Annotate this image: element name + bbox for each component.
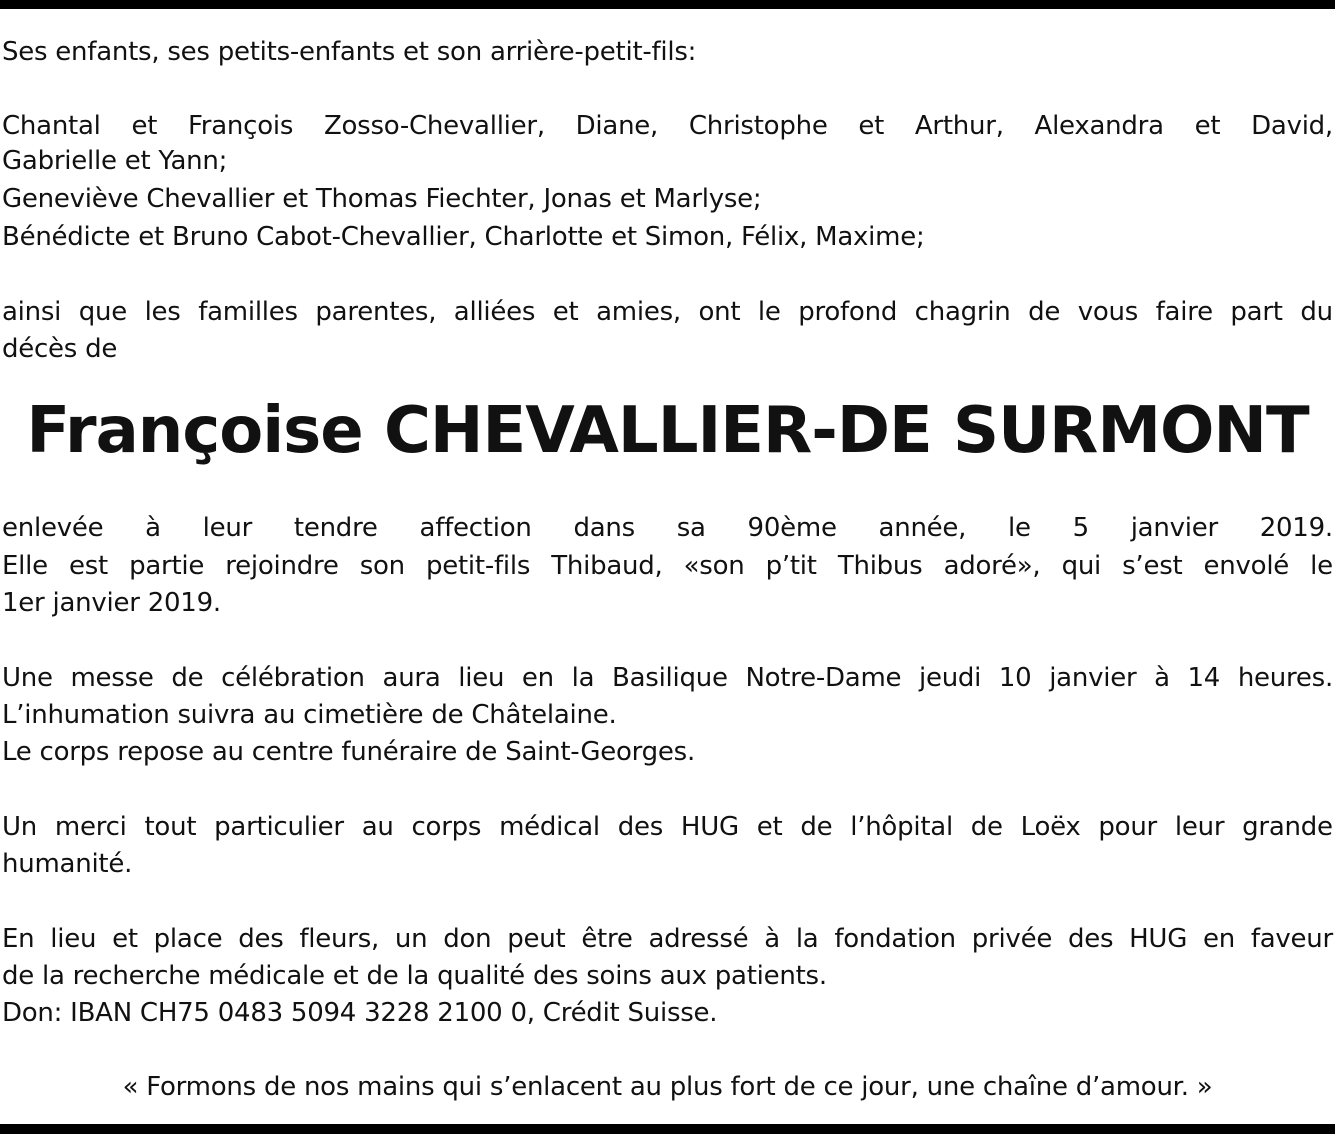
- passing-line: enlevée à leur tendre affection dans sa 90ème année, le 5 janvier 2019.: [2, 513, 1333, 543]
- passing-line: 1er janvier 2019.: [2, 588, 221, 618]
- thanks-line: Un merci tout particulier au corps médical des HUG et de l’hôpital de Loëx pour leur grande: [2, 812, 1333, 842]
- ceremony-line: Le corps repose au centre funéraire de Saint-Georges.: [2, 737, 695, 767]
- ceremony-line: L’inhumation suivra au cimetière de Châtelaine.: [2, 700, 617, 730]
- donation-line: En lieu et place des fleurs, un don peut être adressé à la fondation privée des HUG en faveur: [2, 924, 1333, 954]
- donation-line: Don: IBAN CH75 0483 5094 3228 2100 0, Crédit Suisse.: [2, 998, 718, 1028]
- thanks-line: humanité.: [2, 849, 133, 879]
- bottom-border-rule: [0, 1124, 1335, 1134]
- family-line: Chantal et François Zosso-Chevallier, Diane, Christophe et Arthur, Alexandra et David,: [2, 111, 1333, 141]
- passing-line: Elle est partie rejoindre son petit-fils Thibaud, «son p’tit Thibus adoré», qui s’est envolé le: [2, 551, 1333, 581]
- top-border-rule: [0, 0, 1335, 9]
- deceased-name-heading: Françoise CHEVALLIER-DE SURMONT: [26, 394, 1309, 468]
- family-line: Geneviève Chevallier et Thomas Fiechter, Jonas et Marlyse;: [2, 184, 762, 214]
- donation-line: de la recherche médicale et de la qualité des soins aux patients.: [2, 961, 827, 991]
- announcement-line: ainsi que les familles parentes, alliées et amies, ont le profond chagrin de vous faire part du: [2, 297, 1333, 327]
- ceremony-line: Une messe de célébration aura lieu en la Basilique Notre-Dame jeudi 10 janvier à 14 heures.: [2, 663, 1333, 693]
- announcement-line: décès de: [2, 334, 118, 364]
- closing-quote: « Formons de nos mains qui s’enlacent au plus fort de ce jour, une chaîne d’amour. »: [122, 1072, 1213, 1102]
- intro-text: Ses enfants, ses petits-enfants et son arrière-petit-fils:: [2, 37, 697, 67]
- family-line: Bénédicte et Bruno Cabot-Chevallier, Charlotte et Simon, Félix, Maxime;: [2, 222, 925, 252]
- family-line: Gabrielle et Yann;: [2, 146, 228, 176]
